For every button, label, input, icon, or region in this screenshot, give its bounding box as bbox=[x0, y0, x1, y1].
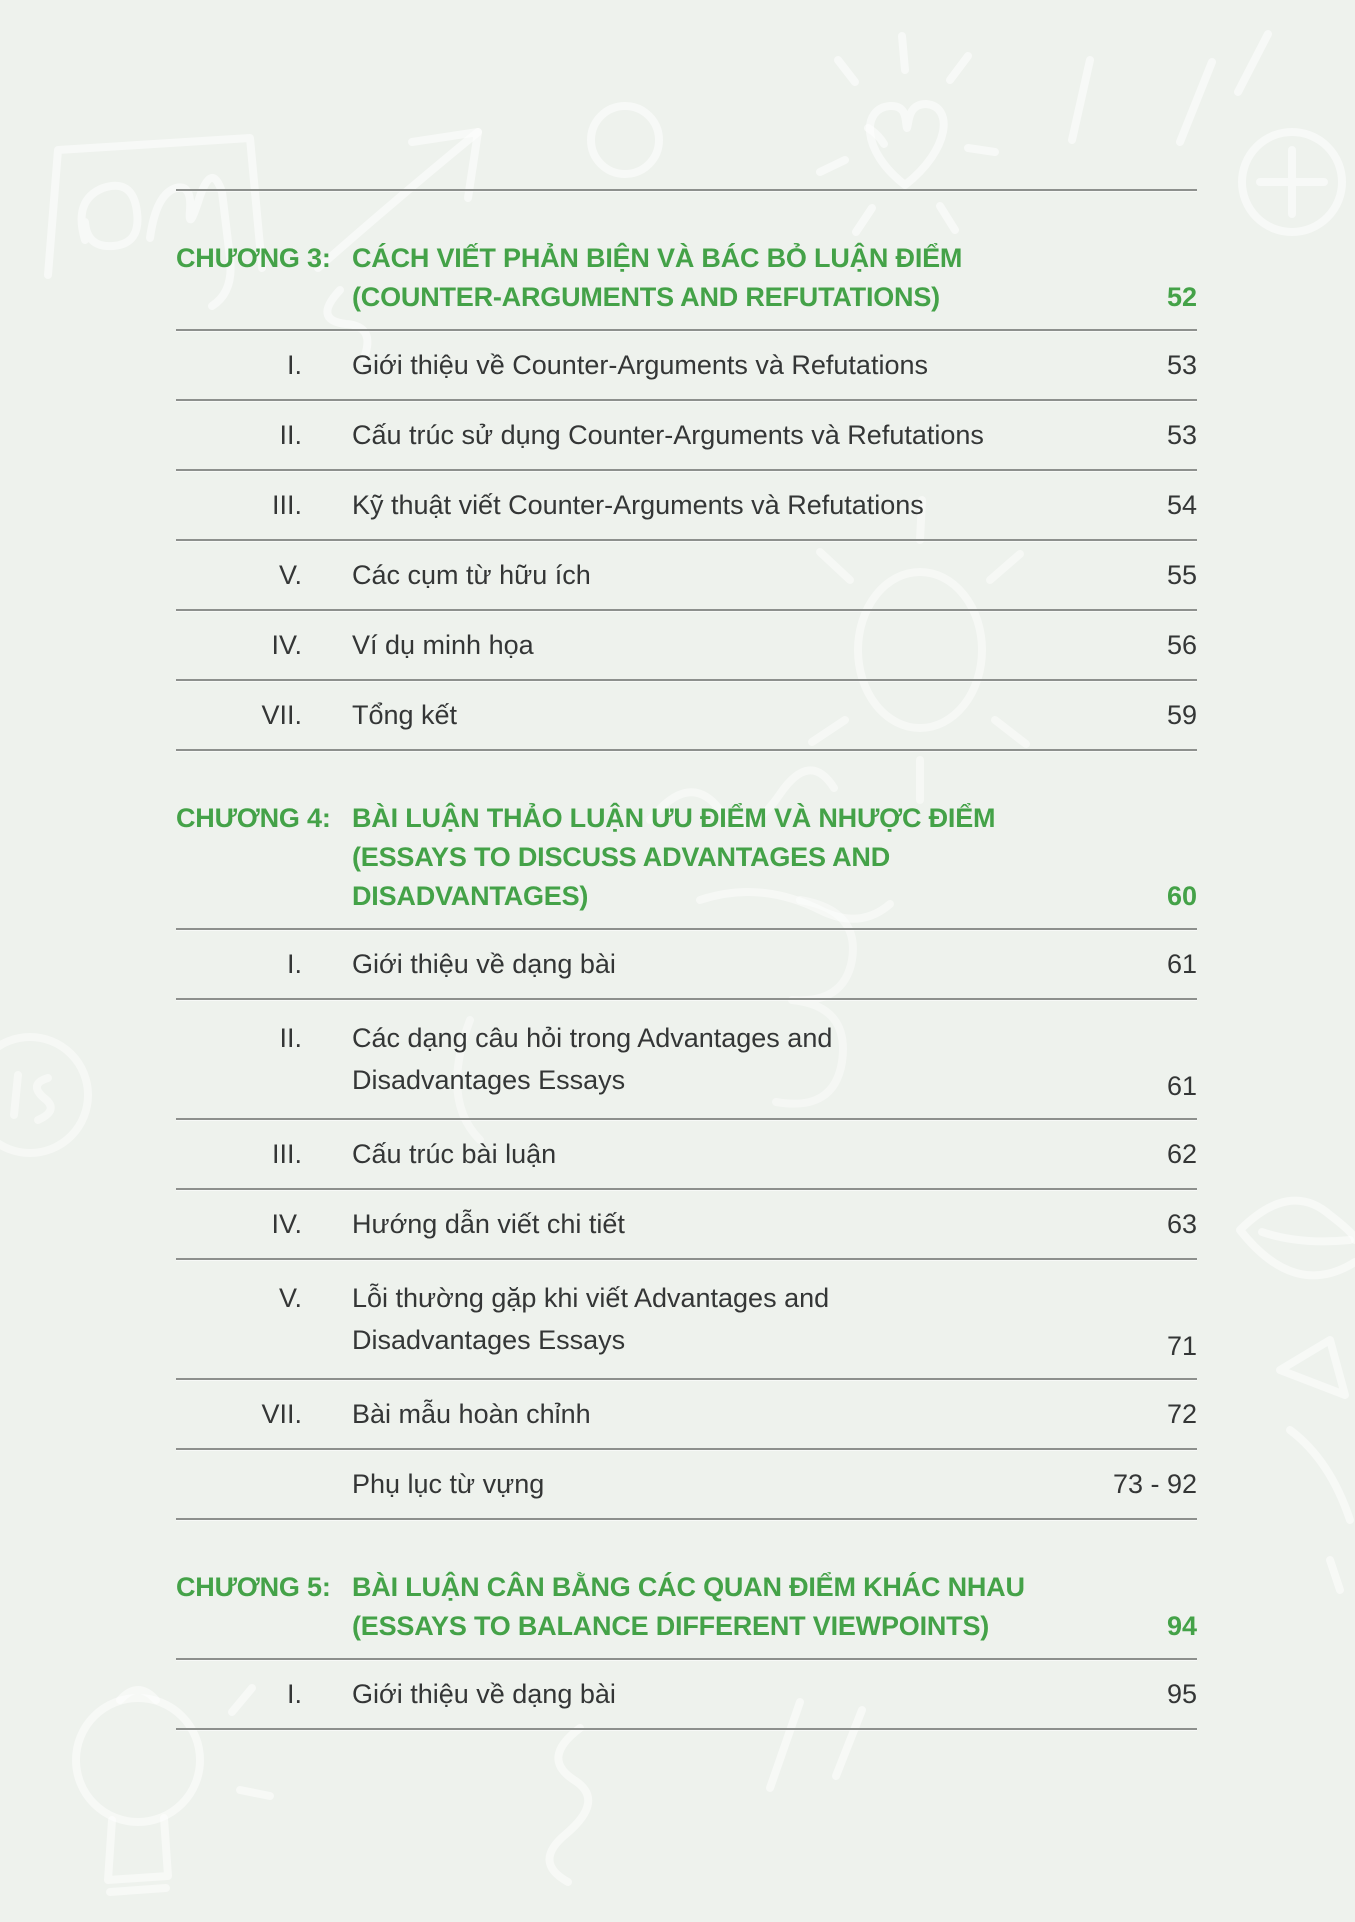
chapter-title bbox=[352, 799, 1167, 916]
toc-item-row bbox=[176, 681, 1197, 749]
chapter-label: CHƯƠNG 4: bbox=[176, 803, 331, 833]
item-title: Tổng kết bbox=[352, 700, 458, 730]
plus-in-circle-doodle bbox=[1242, 132, 1342, 232]
toc-item-row bbox=[176, 541, 1197, 609]
chapter-title-line: (ESSAYS TO BALANCE DIFFERENT VIEWPOINTS) bbox=[352, 1611, 990, 1641]
item-page-number: 54 bbox=[1166, 490, 1197, 520]
item-page-number: 62 bbox=[1166, 1139, 1197, 1169]
item-page-number: 56 bbox=[1166, 630, 1197, 660]
item-numeral: I. bbox=[286, 350, 302, 380]
toc-item-row bbox=[176, 1380, 1197, 1448]
toc-item-row bbox=[176, 930, 1197, 998]
item-page-number: 95 bbox=[1166, 1679, 1197, 1709]
chapter-3-heading bbox=[176, 191, 1197, 329]
item-title: Phụ lục từ vựng bbox=[352, 1469, 545, 1499]
toc-item-row bbox=[176, 1260, 1197, 1378]
chapter-title-line: BÀI LUẬN THẢO LUẬN ƯU ĐIỂM VÀ NHƯỢC ĐIỂM bbox=[352, 803, 996, 833]
chapter-title bbox=[352, 1568, 1167, 1646]
item-numeral: IV. bbox=[271, 630, 302, 660]
item-title: Cấu trúc bài luận bbox=[352, 1139, 557, 1169]
item-page-number: 55 bbox=[1166, 560, 1197, 590]
item-title: Giới thiệu về dạng bài bbox=[352, 1679, 616, 1709]
item-page-number: 53 bbox=[1166, 350, 1197, 380]
item-page-number: 72 bbox=[1166, 1399, 1197, 1429]
toc-item-row bbox=[176, 401, 1197, 469]
item-numeral: II. bbox=[279, 1023, 302, 1053]
chapter-title-line: (COUNTER-ARGUMENTS AND REFUTATIONS) bbox=[352, 282, 940, 312]
item-page-number: 61 bbox=[1166, 1071, 1197, 1101]
table-of-contents bbox=[176, 189, 1197, 1730]
item-page-number: 53 bbox=[1166, 420, 1197, 450]
item-title: Kỹ thuật viết Counter-Arguments và Refutations bbox=[352, 490, 924, 520]
item-numeral: III. bbox=[271, 1139, 302, 1169]
item-numeral: VII. bbox=[261, 1399, 302, 1429]
item-title: Các dạng câu hỏi trong Advantages and Disadvantages Essays bbox=[352, 1023, 833, 1095]
item-title: Giới thiệu về Counter-Arguments và Refutations bbox=[352, 350, 928, 380]
toc-item-row bbox=[176, 1000, 1197, 1118]
item-numeral: IV. bbox=[271, 1209, 302, 1239]
item-numeral: VII. bbox=[261, 700, 302, 730]
toc-item-row bbox=[176, 471, 1197, 539]
toc-item-row bbox=[176, 331, 1197, 399]
chapter-4-section bbox=[176, 751, 1197, 1520]
item-numeral: V. bbox=[278, 1283, 302, 1313]
chapter-page-number: 52 bbox=[1166, 282, 1197, 312]
separator-rule bbox=[176, 1728, 1197, 1730]
chapter-label: CHƯƠNG 5: bbox=[176, 1572, 331, 1602]
chapter-label: CHƯƠNG 3: bbox=[176, 243, 331, 273]
item-numeral: II. bbox=[279, 420, 302, 450]
item-title: Cấu trúc sử dụng Counter-Arguments và Refutations bbox=[352, 420, 984, 450]
chapter-title-line: CÁCH VIẾT PHẢN BIỆN VÀ BÁC BỎ LUẬN ĐIỂM bbox=[352, 243, 963, 273]
item-title: Hướng dẫn viết chi tiết bbox=[352, 1209, 625, 1239]
chapter-5-section bbox=[176, 1520, 1197, 1730]
toc-item-row bbox=[176, 611, 1197, 679]
item-title: Các cụm từ hữu ích bbox=[352, 560, 591, 590]
chapter-3-section bbox=[176, 191, 1197, 751]
chapter-page-number: 60 bbox=[1166, 881, 1197, 911]
item-numeral: I. bbox=[286, 949, 302, 979]
toc-item-row bbox=[176, 1660, 1197, 1728]
chapter-title-line: DISADVANTAGES) bbox=[352, 881, 589, 911]
chapter-title-line: BÀI LUẬN CÂN BẰNG CÁC QUAN ĐIỂM KHÁC NHAU bbox=[352, 1572, 1025, 1602]
chapter-4-heading bbox=[176, 751, 1197, 928]
is-circle-doodle bbox=[0, 1037, 88, 1153]
item-title: Giới thiệu về dạng bài bbox=[352, 949, 616, 979]
chapter-title bbox=[352, 239, 1167, 317]
item-page-number: 63 bbox=[1166, 1209, 1197, 1239]
item-numeral: V. bbox=[278, 560, 302, 590]
chapter-5-heading bbox=[176, 1520, 1197, 1658]
item-title: Ví dụ minh họa bbox=[352, 630, 534, 660]
toc-item-row bbox=[176, 1190, 1197, 1258]
item-page-number: 59 bbox=[1166, 700, 1197, 730]
lips-doodle bbox=[1240, 1201, 1355, 1395]
item-title: Bài mẫu hoàn chỉnh bbox=[352, 1399, 591, 1429]
item-page-number: 71 bbox=[1166, 1331, 1197, 1361]
toc-item-row bbox=[176, 1120, 1197, 1188]
item-page-number: 73 - 92 bbox=[1112, 1469, 1197, 1499]
slash-marks-doodle bbox=[1072, 34, 1268, 142]
chapter-page-number: 94 bbox=[1166, 1611, 1197, 1641]
chapter-title-line: (ESSAYS TO DISCUSS ADVANTAGES AND bbox=[352, 842, 890, 872]
item-numeral: III. bbox=[271, 490, 302, 520]
item-title: Lỗi thường gặp khi viết Advantages and Disadvantages Essays bbox=[352, 1283, 830, 1355]
toc-item-row bbox=[176, 1450, 1197, 1518]
item-numeral: I. bbox=[286, 1679, 302, 1709]
item-page-number: 61 bbox=[1166, 949, 1197, 979]
